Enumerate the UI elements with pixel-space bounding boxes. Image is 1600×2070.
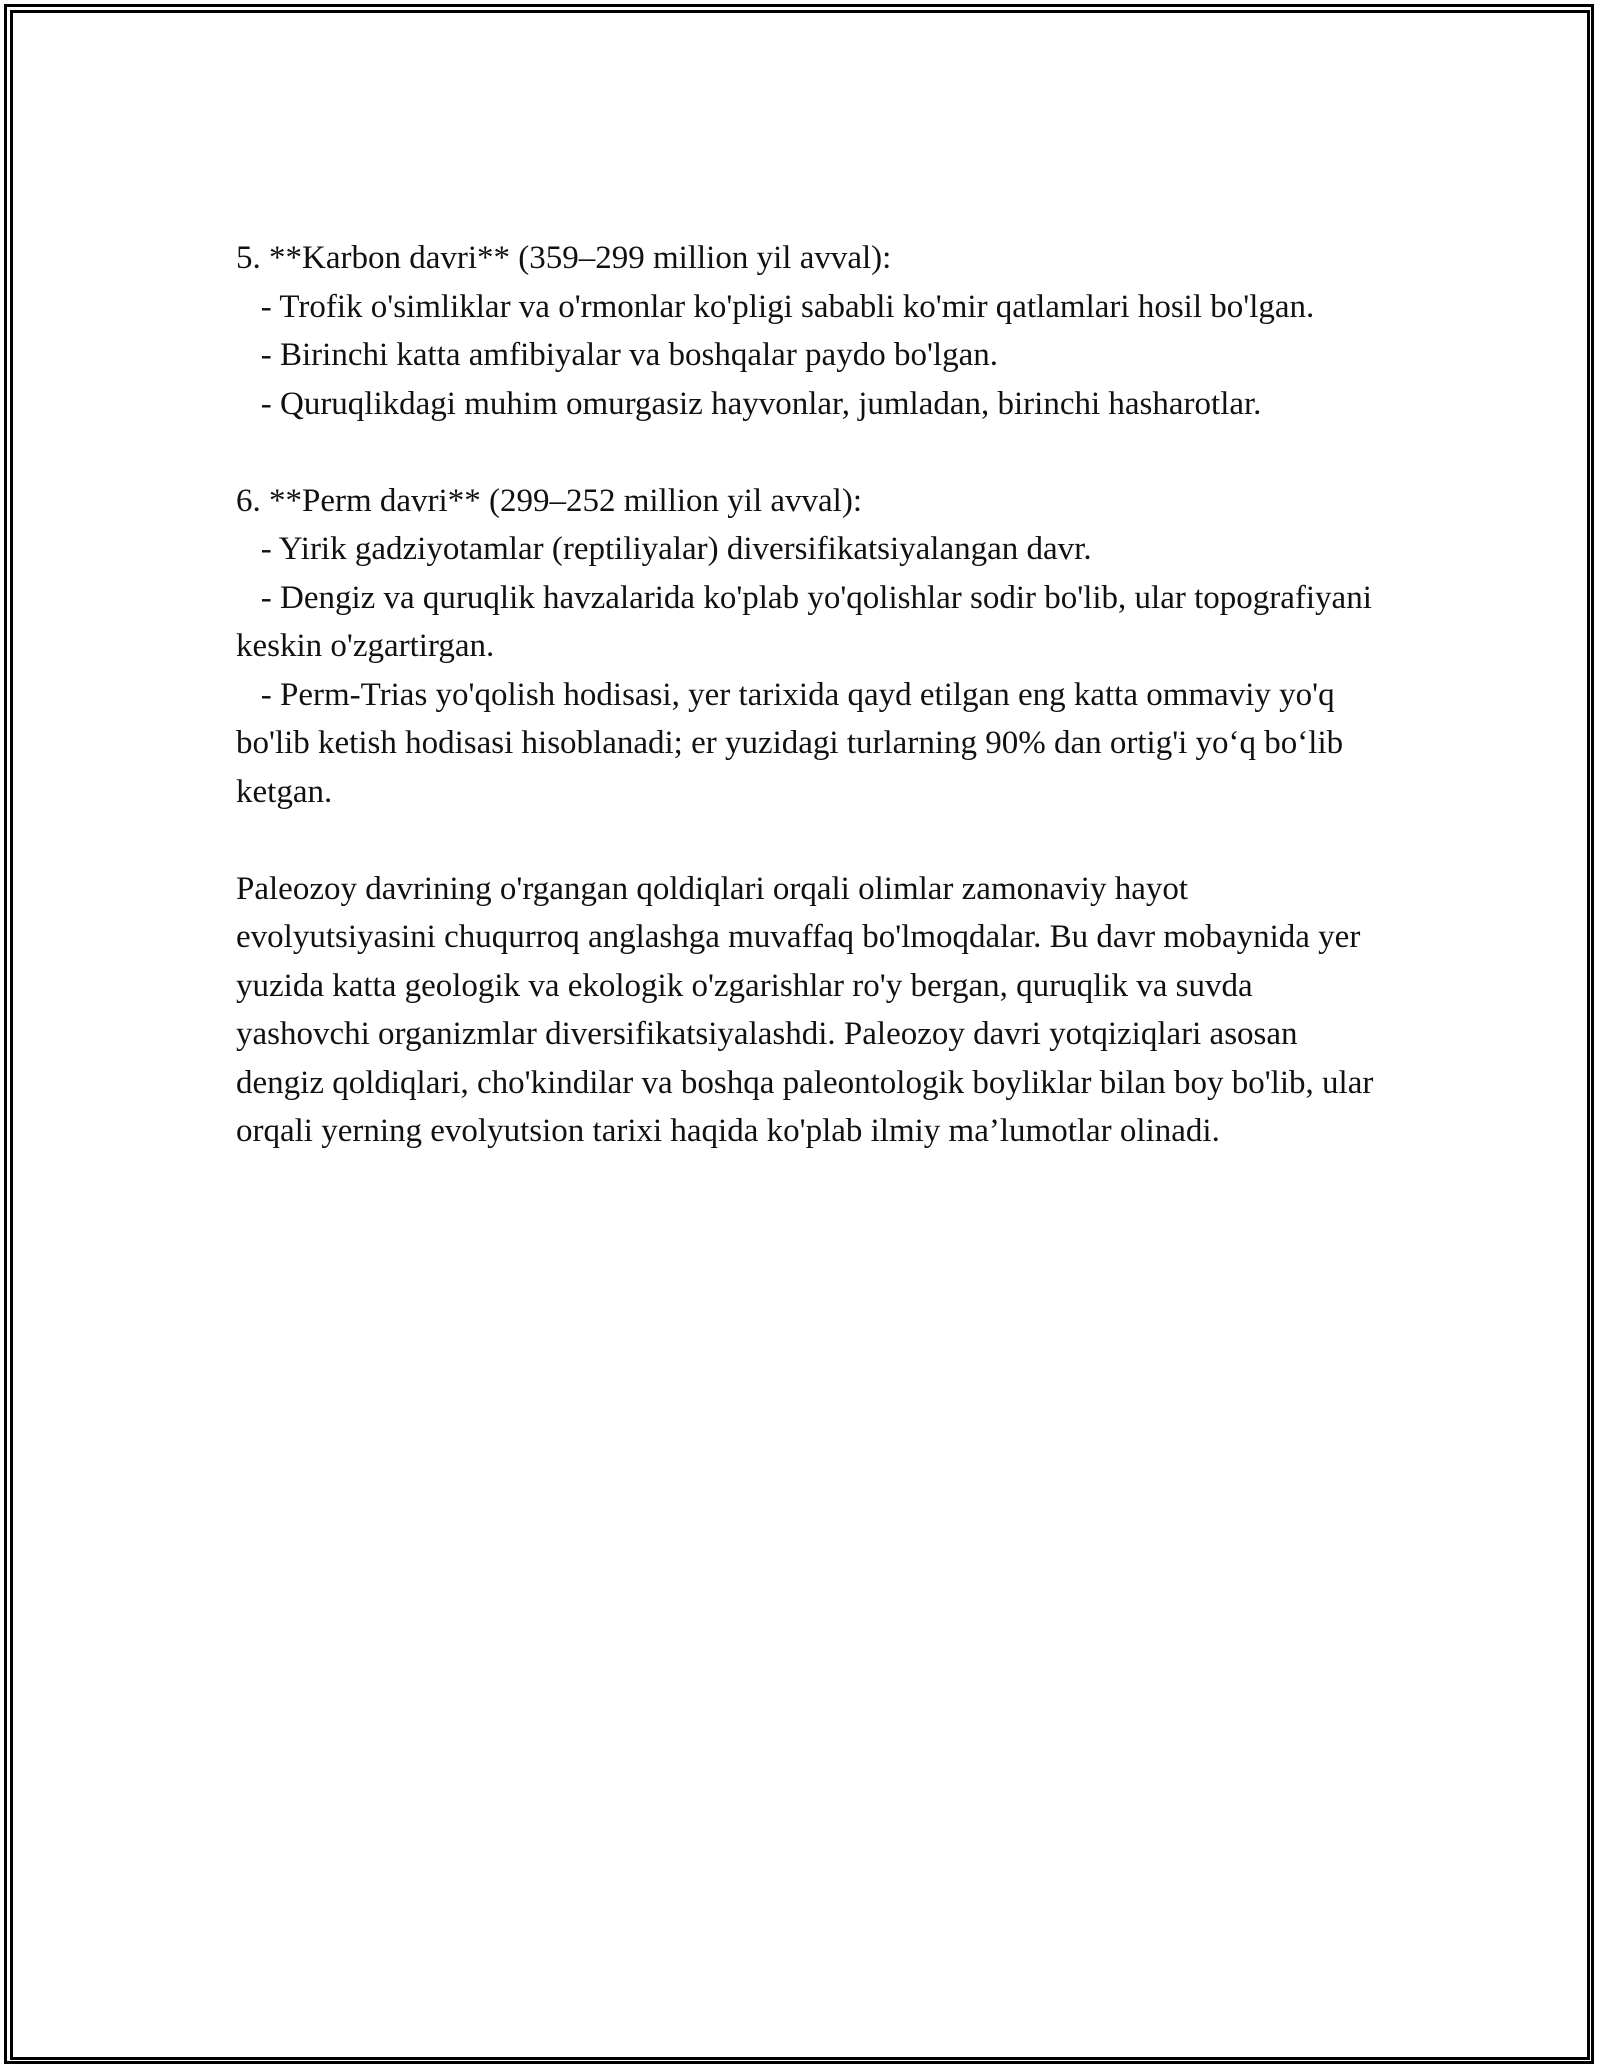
section-6-heading: 6. **Perm davri** (299–252 million yil avval): bbox=[236, 482, 863, 519]
paragraph-gap bbox=[236, 816, 1386, 865]
section-6-item-3: - Perm-Trias yo'qolish hodisasi, yer tarixida qayd etilgan eng katta ommaviy yo'q bo'lib ketish hodisasi hisoblanadi; er yuzidagi turlarning 90% dan ortig'i yo‘q bo‘lib ketgan. bbox=[236, 676, 1352, 810]
section-5-heading: 5. **Karbon davri** (359–299 million yil avval): bbox=[236, 240, 892, 276]
section-6-item-2: - Dengiz va quruqlik havzalarida ko'plab yo'qolishlar sodir bo'lib, ular topografiyani keskin o'zgartirgan. bbox=[236, 579, 1381, 664]
section-5-item-3: - Quruqlikdagi muhim omurgasiz hayvonlar, jumladan, birinchi hasharotlar. bbox=[236, 385, 1262, 422]
conclusion-paragraph: Paleozoy davrining o'rgangan qoldiqlari orqali olimlar zamonaviy hayot evolyutsiyasini chuqurroq anglashga muvaffaq bo'lmoqdalar. Bu davr mobaynida yer yuzida katta geologik va ekologik o'zgarishlar ro'y bergan, quruqlik va suvda yashovchi organizmlar diversifikatsiyalashdi. Paleozoy davri yotqiziqlari asosan dengiz qoldiqlari, cho'kindilar va boshqa paleontologik boyliklar bilan boy bo'lib, ular orqali yerning evolyutsion tarixi haqida ko'plab ilmiy ma’lumotlar olinadi. bbox=[236, 870, 1382, 1149]
section-5-item-2: - Birinchi katta amfibiyalar va boshqalar paydo bo'lgan. bbox=[236, 337, 998, 373]
paragraph-gap bbox=[236, 428, 1386, 477]
section-5-item-1: - Trofik o'simliklar va o'rmonlar ko'pligi sababli ko'mir qatlamlari hosil bo'lgan. bbox=[236, 288, 1315, 325]
document-body bbox=[236, 234, 1386, 1156]
section-6-item-1: - Yirik gadziyotamlar (reptiliyalar) diversifikatsiyalangan davr. bbox=[236, 531, 1092, 567]
